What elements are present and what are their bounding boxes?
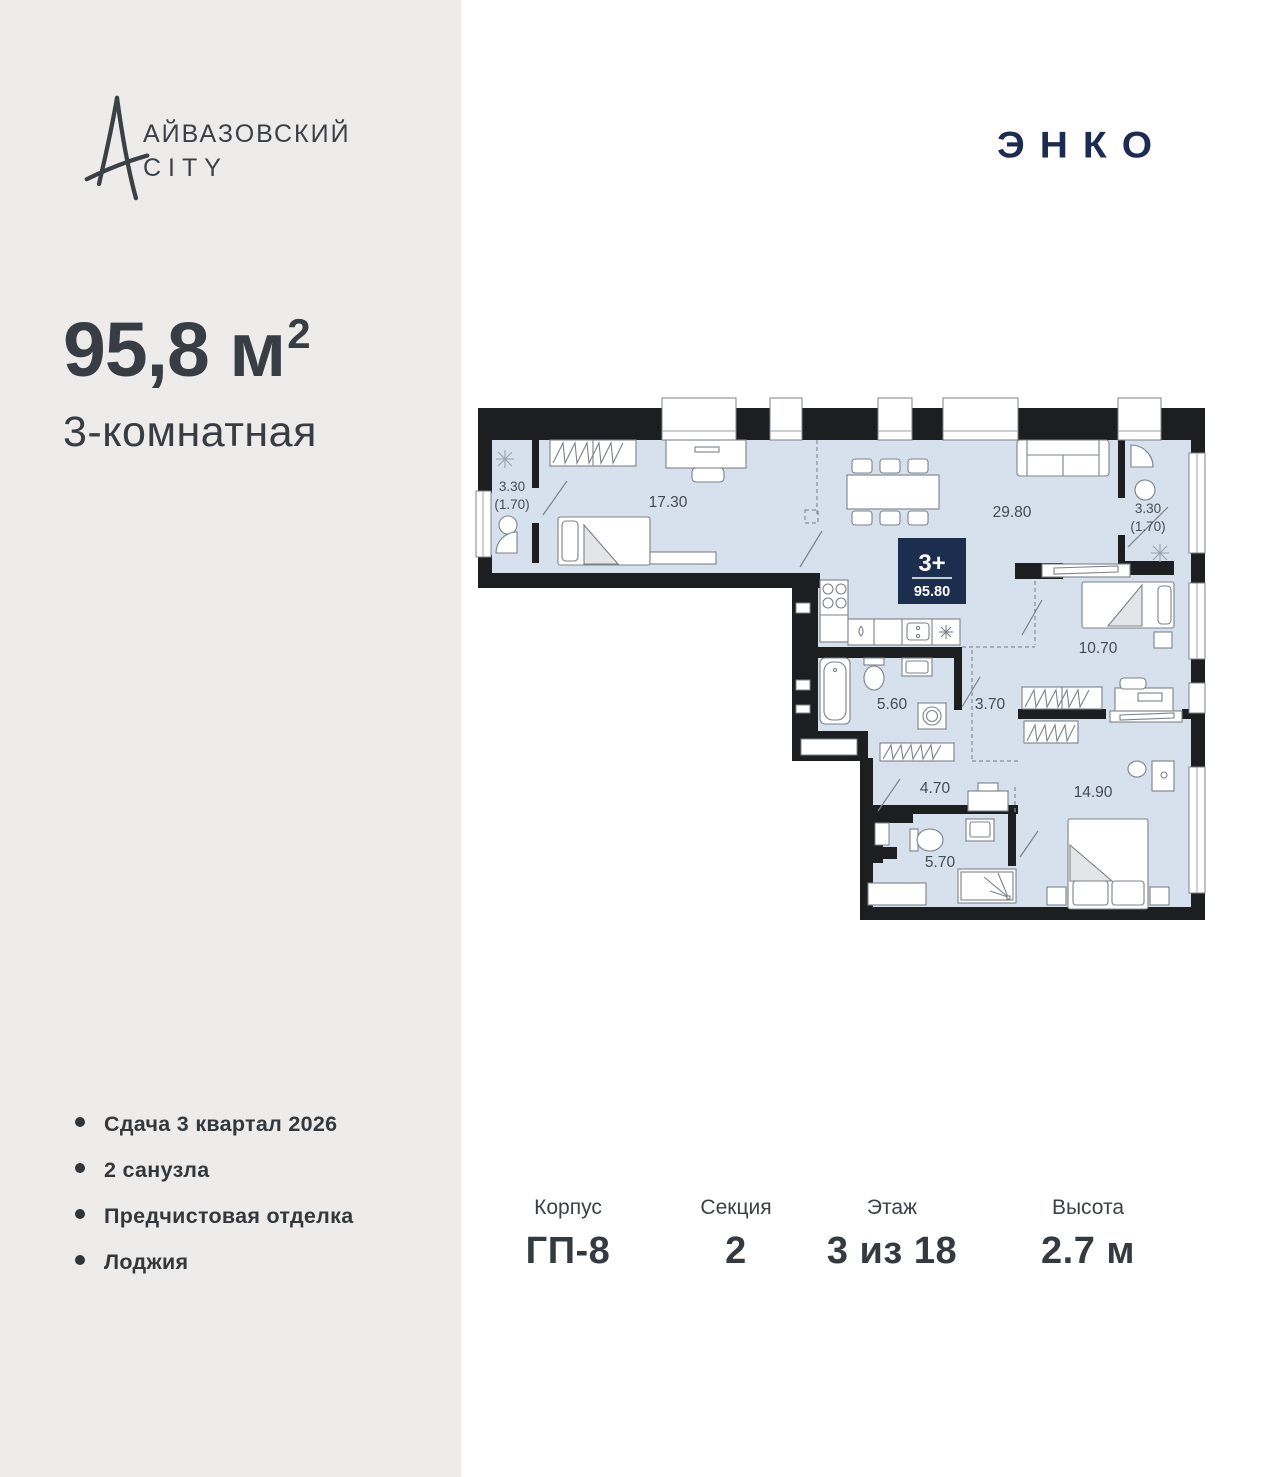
info-value: 3 из 18 bbox=[826, 1230, 958, 1272]
entry-door-icon bbox=[875, 823, 889, 845]
info-label: Корпус bbox=[534, 1196, 602, 1219]
aivazovsky-logo-icon bbox=[84, 95, 150, 201]
info-height bbox=[1041, 1196, 1135, 1273]
badge-area: 95.80 bbox=[913, 584, 951, 600]
room-label-loggia-left2: (1.70) bbox=[494, 497, 530, 512]
room-label-corridor: 4.70 bbox=[919, 780, 951, 797]
room-label-loggia-left: 3.30 bbox=[498, 479, 526, 494]
dishwasher-icon bbox=[939, 625, 953, 639]
info-label: Секция bbox=[700, 1196, 772, 1219]
feature-text: Предчистовая отделка bbox=[104, 1204, 354, 1228]
ac-unit-icon bbox=[496, 450, 514, 468]
features-list bbox=[75, 1112, 353, 1296]
area-value: 95,8 м bbox=[63, 307, 286, 393]
info-value: 2.7 м bbox=[1041, 1230, 1135, 1272]
bullet-icon bbox=[75, 1255, 85, 1265]
floor-plan bbox=[470, 395, 1210, 935]
room-label-loggia-right: 3.30 bbox=[1134, 501, 1162, 516]
feature-item bbox=[75, 1158, 353, 1183]
bullet-icon bbox=[75, 1209, 85, 1219]
info-label: Этаж bbox=[866, 1196, 918, 1219]
info-building bbox=[526, 1196, 611, 1273]
feature-item bbox=[75, 1250, 353, 1275]
area-title bbox=[63, 307, 317, 393]
info-value: 2 bbox=[725, 1230, 747, 1272]
apartment-badge bbox=[898, 538, 966, 604]
room-label-bedroom2: 10.70 bbox=[1078, 640, 1118, 657]
brand-line2: CITY bbox=[143, 154, 228, 182]
ac-unit-icon bbox=[1151, 544, 1169, 562]
room-label-loggia-right2: (1.70) bbox=[1130, 519, 1166, 534]
brand-line1: АЙВАЗОВСКИЙ bbox=[143, 120, 351, 148]
enko-logo: ЭНКО bbox=[997, 124, 1168, 167]
info-floor bbox=[827, 1196, 957, 1273]
brand-name bbox=[143, 122, 351, 181]
room-label-bathroom2: 5.70 bbox=[924, 854, 956, 871]
room-label-hall: 3.70 bbox=[974, 696, 1006, 713]
area-exponent: 2 bbox=[287, 310, 310, 357]
room-label-living: 29.80 bbox=[992, 504, 1032, 521]
room-label-bathroom1: 5.60 bbox=[876, 696, 908, 713]
info-section bbox=[700, 1196, 771, 1273]
badge-rooms: 3+ bbox=[918, 550, 946, 577]
feature-item bbox=[75, 1204, 353, 1229]
feature-text: Лоджия bbox=[104, 1250, 189, 1274]
feature-item bbox=[75, 1112, 353, 1137]
info-value: ГП-8 bbox=[525, 1230, 611, 1272]
feature-text: Сдача 3 квартал 2026 bbox=[104, 1112, 338, 1136]
apartment-type: 3-комнатная bbox=[63, 408, 317, 456]
feature-text: 2 санузла bbox=[104, 1158, 210, 1182]
room-label-bedroom1: 17.30 bbox=[648, 494, 688, 511]
info-label: Высота bbox=[1051, 1196, 1125, 1219]
headline bbox=[63, 307, 317, 456]
bullet-icon bbox=[75, 1117, 85, 1127]
room-label-bedroom3: 14.90 bbox=[1073, 784, 1113, 801]
bullet-icon bbox=[75, 1163, 85, 1173]
